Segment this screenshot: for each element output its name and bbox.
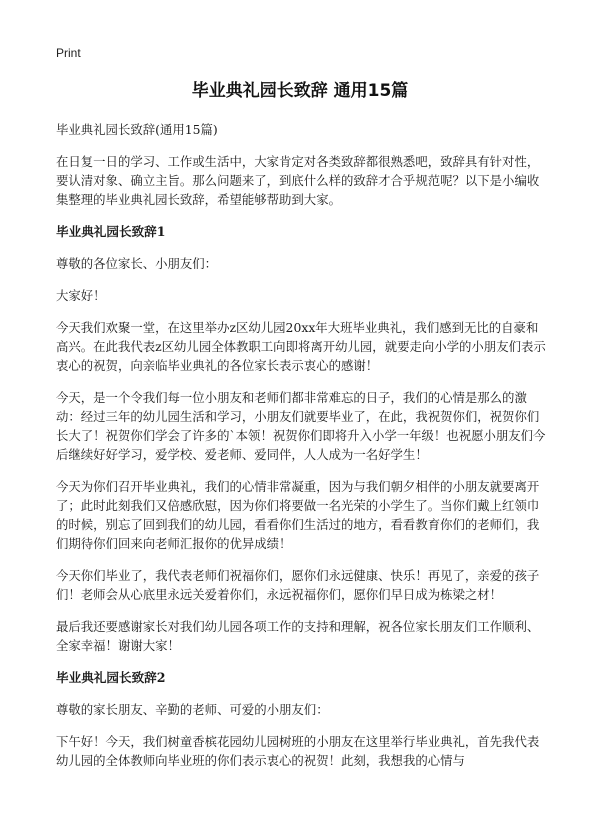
paragraph: 今天为你们召开毕业典礼，我们的心情非常凝重，因为与我们朝夕相伴的小朋友就要离开了；此时此刻我们又倍感欣慰，因为你们将要做一名光荣的小学生了。当你们戴上红领巾的时候，别忘了回到我们的幼儿园，看看你们生活过的地方，看看教育你们的老师们，我们期待你们回来向老师汇报你的优异成绩！ (56, 479, 540, 551)
paragraph: 大家好！ (56, 288, 106, 303)
paragraph: 尊敬的家长朋友、辛勤的老师、可爱的小朋友们： (56, 702, 329, 717)
article-intro: 在日复一日的学习、工作或生活中，大家肯定对各类致辞都很熟悉吧，致辞具有针对性，要认清对象、确立主旨。那么问题来了，到底什么样的致辞才合乎规范呢？以下是小编收集整理的毕业典礼园长致辞，希望能够帮助到大家。 (56, 154, 540, 207)
paragraph: 今天你们毕业了，我代表老师们祝福你们，愿你们永远健康、快乐！再见了，亲爱的孩子们！老师会从心底里永远关爱着你们，永远祝福你们，愿你们早日成为栋梁之材！ (56, 568, 540, 602)
paragraph: 今天，是一个令我们每一位小朋友和老师们都非常难忘的日子，我们的心情是那么的激动：经过三年的幼儿园生活和学习，小朋友们就要毕业了，在此，我祝贺你们，祝贺你们长大了！祝贺你们学会了许多的`本领！祝贺你们即将升入小学一年级！也祝愿小朋友们今后继续好好学习，爱学校、爱老师、爱同伴，人人成为一名好学生！ (56, 390, 546, 462)
print-link[interactable]: Print (56, 46, 81, 60)
paragraph: 最后我还要感谢家长对我们幼儿园各项工作的支持和理解，祝各位家长朋友们工作顺利、全家幸福！谢谢大家！ (56, 619, 540, 653)
section-heading-2: 毕业典礼园长致辞2 (56, 670, 166, 685)
paragraph: 今天我们欢聚一堂，在这里举办z区幼儿园20xx年大班毕业典礼，我们感到无比的自豪和高兴。在此我代表z区幼儿园全体教职工向即将离开幼儿园，就要走向小学的小朋友们表示衷心的祝贺，向亲临毕业典礼的各位家长表示衷心的感谢！ (56, 320, 546, 373)
paragraph: 下午好！今天，我们树童香槟花园幼儿园树班的小朋友在这里举行毕业典礼，首先我代表幼儿园的全体教师向毕业班的你们表示衷心的祝贺！此刻，我想我的心情与 (56, 734, 540, 768)
article-body (56, 120, 548, 783)
paragraph: 尊敬的各位家长、小朋友们： (56, 256, 218, 271)
page-title: 毕业典礼园长致辞 通用15篇 (191, 81, 409, 101)
article-subtitle: 毕业典礼园长致辞(通用15篇) (56, 122, 218, 137)
section-heading-1: 毕业典礼园长致辞1 (56, 224, 166, 239)
